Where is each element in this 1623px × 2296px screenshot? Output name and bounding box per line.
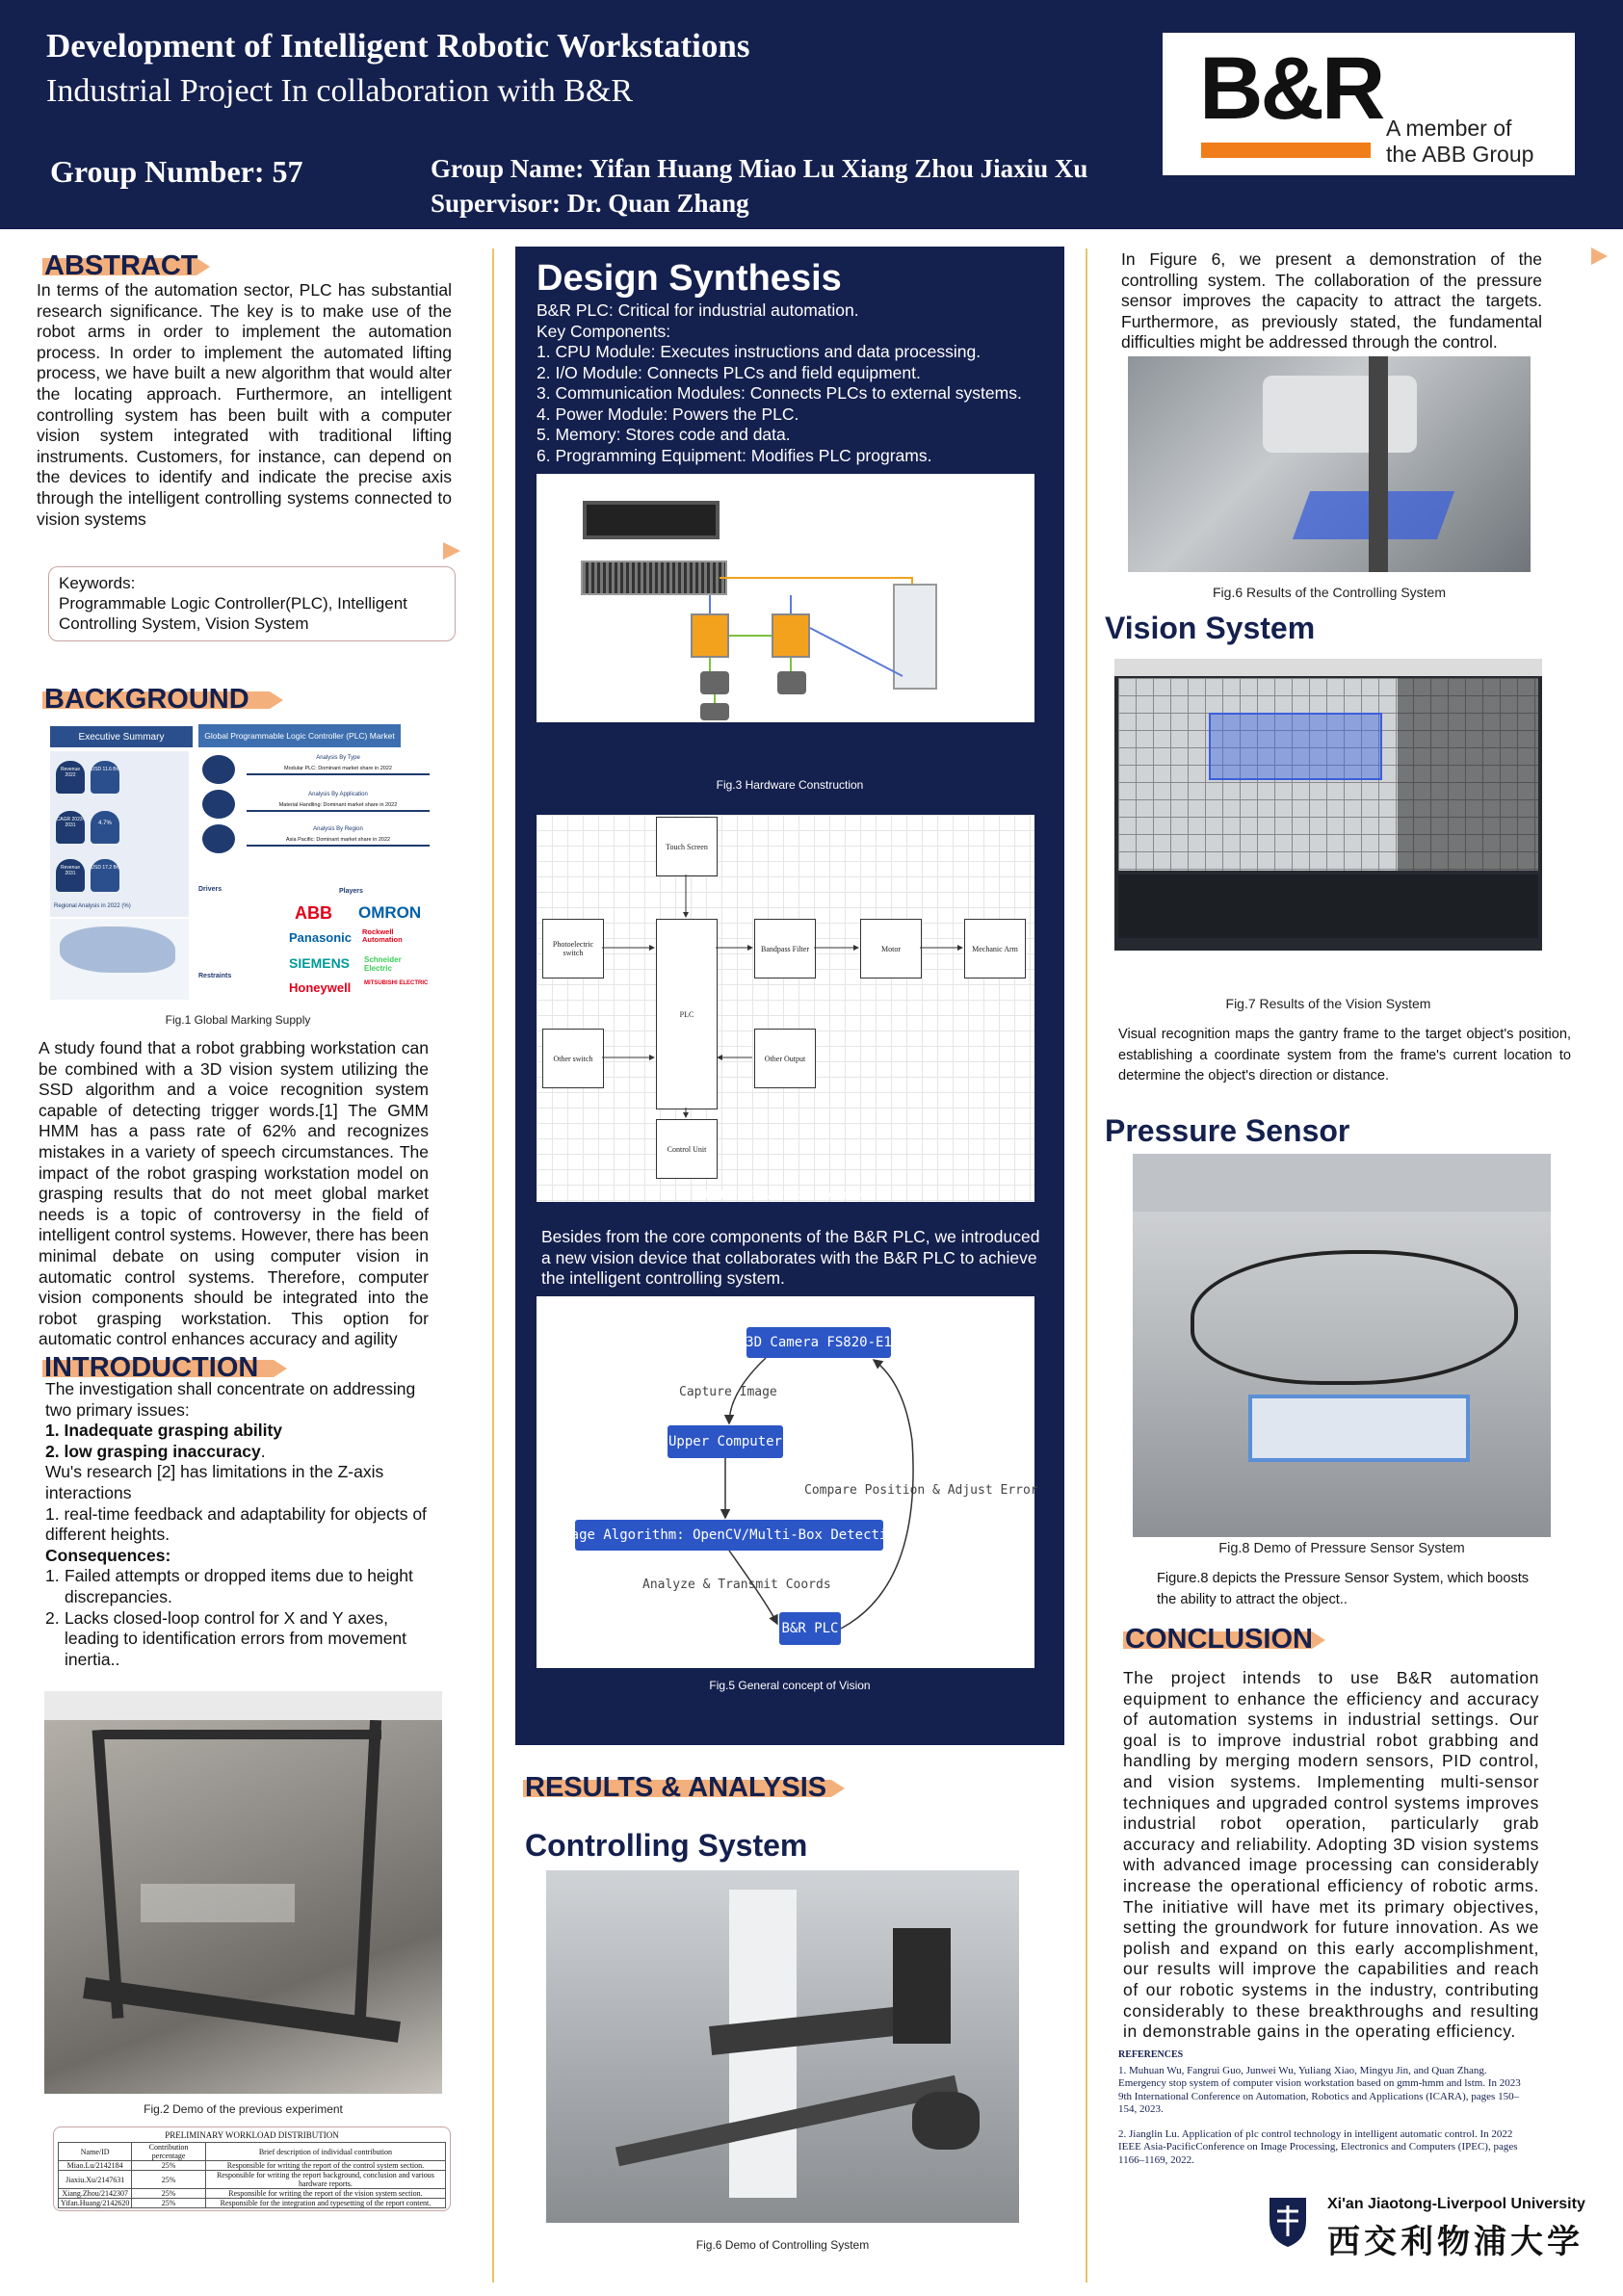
cagr-value-badge: 4.7% <box>91 811 119 844</box>
reference-1: 1. Muhuan Wu, Fangrui Guo, Junwei Wu, Yuliang Xiao, Mingyu Jin, and Quan Zhang. Emergency stop system of computer vision workstation based on gmm-hmm and lstm. In 2023 9th International Conference on Automation, Robotics and Applications (ICARA), pages 150–154, 2023. <box>1118 2065 1521 2115</box>
wiring <box>537 474 1034 722</box>
abstract-text: In terms of the automation sector, PLC has substantial research significance. The key is to make use of the robot arms in order to implement the automation process. In order to implement the automated lifting process, we have built a new algorithm that would alter the locating approach. Furthermore, an intelligent controlling system has been built with a computer vision system integrated with traditional lifting instruments. Customers, for instance, can depend on the devices to identify and indicate the precise axis through the intelligent controlling systems connected to vision systems <box>37 280 452 529</box>
component-item: 4. Power Module: Powers the PLC. <box>537 404 799 424</box>
detection-box <box>1209 713 1382 780</box>
component-item: 5. Memory: Stores code and data. <box>537 425 791 444</box>
consequence-1-num: 1. <box>45 1566 60 1586</box>
fig6-results-photo <box>1128 356 1531 572</box>
consequences-label: Consequences: <box>45 1545 171 1565</box>
workload-table <box>53 2126 451 2211</box>
by-app-label: Analysis By Application <box>308 792 368 797</box>
introduction-body <box>45 1379 435 1670</box>
group-names: Group Name: Yifan Huang Miao Lu Xiang Zhou Jiaxiu Xu <box>431 154 1088 183</box>
bandpass-filter-node: Bandpass Filter <box>754 919 816 978</box>
control-unit-node: Control Unit <box>656 1119 718 1179</box>
kpi-panel <box>50 751 189 917</box>
consequence-1: Failed attempts or dropped items due to height discrepancies. <box>65 1566 413 1606</box>
component-item: 2. I/O Module: Connects PLCs and field equipment. <box>537 362 921 382</box>
fig8-caption: Fig.8 Demo of Pressure Sensor System <box>1218 1541 1465 1556</box>
col-name: Name/ID <box>59 2143 132 2161</box>
introduction-heading: INTRODUCTION <box>42 1354 258 1381</box>
compare-position-label: Compare Position & Adjust Error <box>804 1483 1038 1498</box>
table-cell: Jiaxiu.Xu/2147631 <box>59 2171 132 2189</box>
consequence-2-num: 2. <box>45 1607 60 1628</box>
exec-summary-label: Executive Summary <box>50 726 193 747</box>
grid-image <box>1118 678 1538 871</box>
camera-node: 3D Camera FS820-E1 <box>746 1327 891 1358</box>
table-header-row <box>59 2143 446 2161</box>
results-heading: RESULTS & ANALYSIS <box>523 1774 826 1801</box>
wu-text: Wu's research [2] has limitations in the Z-axis interactions <box>45 1462 384 1502</box>
image-algorithm-node: Image Algorithm: OpenCV/Multi-Box Detection <box>575 1520 883 1551</box>
intro-text: The investigation shall concentrate on addressing two primary issues: <box>45 1379 416 1420</box>
usd-2031-badge: USD 17.2 Bn <box>91 859 119 892</box>
fig3-caption: Fig.3 Hardware Construction <box>716 778 864 792</box>
group-number: Group Number: 57 <box>50 154 303 189</box>
player-panasonic: Panasonic <box>289 930 353 945</box>
table-cell: 25% <box>132 2189 206 2199</box>
player-omron: OMRON <box>358 903 422 922</box>
vision-text: Visual recognition maps the gantry frame to the target object's position, establishing a coordinate system from the frame's current location to determine the object's direction or distance. <box>1118 1027 1571 1084</box>
table-cell: Yifan.Huang/2142620 <box>59 2199 132 2208</box>
component-item: 3. Communication Modules: Connects PLCs to external systems. <box>537 383 1022 403</box>
usd-2022-badge: USD 11.6 Bn <box>91 761 119 794</box>
analyze-transmit-label: Analyze & Transmit Coords <box>642 1578 831 1592</box>
by-type-label: Analysis By Type <box>316 755 360 761</box>
by-app-value: Material Handling: Dominant market share in 2022 <box>247 802 430 812</box>
issue-2: 2. low grasping inaccuracy <box>45 1441 261 1461</box>
plc-node: PLC <box>656 919 718 1109</box>
design-subtitle: B&R PLC: Critical for industrial automation. <box>537 300 859 320</box>
reference-2: 2. Jianglin Lu. Application of plc control technology in intelligent automatic control. In 2022 IEEE Asia-PacificConference on Image Processing, Electronics and Computers (IPEC), pages 1166–1169, 2022. <box>1118 2128 1518 2166</box>
fig5-caption: Fig.5 General concept of Vision <box>709 1679 871 1692</box>
abstract-heading: ABSTRACT <box>44 250 198 281</box>
pressure-text: Figure.8 depicts the Pressure Sensor System, which boosts the ability to attract the object.. <box>1157 1571 1530 1607</box>
abb-member-line1: A member of <box>1386 116 1512 141</box>
background-heading: BACKGROUND <box>42 686 249 713</box>
fig1-caption: Fig.1 Global Marking Supply <box>165 1013 311 1027</box>
background-text: A study found that a robot grabbing workstation can be combined with a 3D vision system utilizing the SSD algorithm and a voice recognition system capable of detecting trigger words.[1] The GMM HMM has a pass rate of 62% and recognizes mistakes in a variety of speech circumstances. The impact of the robot grasping workstation model on grasping results that do not meet global market needs is a topic of controversy in the field of intelligent control systems. However, there has been minimal debate on using computer vision in automatic control systems. Therefore, computer vision components should be integrated into the robot grasping workstation. This option for automatic control enhances accuracy and agility <box>39 1038 429 1349</box>
keywords-box <box>48 566 456 641</box>
restraints-label: Restraints <box>198 973 232 979</box>
col-percentage: Contribution percentage <box>132 2143 206 2161</box>
viewer-toolbar <box>1114 659 1542 676</box>
player-schneider: Schneider Electric <box>364 955 402 973</box>
supervisor: Supervisor: Dr. Quan Zhang <box>431 189 749 218</box>
player-rockwell: Rockwell Automation <box>362 927 403 944</box>
consequence-2: Lacks closed-loop control for X and Y axes, leading to identification errors from movement inertia.. <box>65 1607 407 1669</box>
other-switch-node: Other switch <box>542 1029 604 1088</box>
fig4-caption: Fig.4 The Flowchart of Components <box>697 1187 882 1201</box>
fig6-demo-caption: Fig.6 Demo of Controlling System <box>695 2238 870 2252</box>
abb-member-line2: the ABB Group <box>1386 142 1534 167</box>
table-cell: Xiang.Zhou/2142307 <box>59 2189 132 2199</box>
table-row <box>59 2161 446 2171</box>
poster-header <box>0 0 1623 229</box>
by-region-value: Asia Pacific: Dominant market share in 2022 <box>247 837 430 847</box>
player-honeywell: Honeywell <box>289 980 352 995</box>
conclusion-text: The project intends to use B&R automation equipment to enhance the efficiency and accuracy of automation systems in industrial settings. Our goal is to improve industrial robot grabbing and handling by merging modern sensors, PID control, and vision systems. Implementing multi-sensor techniques and upgraded control systems improves industrial robot operation, particularly grab accuracy and reliability. Adopting 3D vision systems with advanced image processing can considerably increase the operational efficiency of robotic arms. The initiative will have met its primary objectives, setting the groundwork for future innovation. As we polish and expand on this early accomplishment, our results will improve the capabilities and reach of our robotic systems in the industry, contributing considerably to these breakthroughs and resulting in demonstrable gains in the operating efficiency. <box>1123 1668 1539 2042</box>
issue-1: 1. Inadequate grasping ability <box>45 1421 283 1441</box>
arrow-icon <box>443 542 460 560</box>
abb-member-text <box>1386 116 1533 168</box>
player-mitsubishi: MITSUBISHI ELECTRIC <box>364 980 429 986</box>
design-components <box>537 300 1022 466</box>
issue-2-tail: . <box>260 1441 266 1461</box>
revenue-2022-badge: Revenue 2022 <box>56 761 85 794</box>
university-name-en: Xi'an Jiaotong-Liverpool University <box>1327 2196 1585 2212</box>
capture-image-label: Capture Image <box>679 1385 777 1399</box>
player-abb: ABB <box>295 903 332 923</box>
vision-system-heading: Vision System <box>1105 611 1316 645</box>
fig3-hardware <box>537 474 1034 722</box>
br-logo-text: B&R <box>1199 39 1383 138</box>
conclusion-heading: CONCLUSION <box>1125 1624 1313 1655</box>
fig6-demo-photo <box>546 1870 1019 2223</box>
mechanic-arm-node: Mechanic Arm <box>964 919 1026 978</box>
gear-icon <box>202 755 235 784</box>
references-heading: REFERENCES <box>1118 2049 1184 2060</box>
university-name-cn: 西交利物浦大学 <box>1327 2223 1584 2261</box>
fig5-vision-concept <box>537 1296 1038 1668</box>
hand-icon <box>202 790 235 819</box>
keywords-label: Keywords: <box>59 574 136 592</box>
table-cell: Miao.Lu/2142184 <box>59 2161 132 2171</box>
table-cell: Responsible for the integration and typesetting of the report content. <box>205 2199 445 2208</box>
key-components-label: Key Components: <box>537 321 671 341</box>
table-cell: 25% <box>132 2161 206 2171</box>
upper-computer-node: Upper Computer <box>668 1425 783 1458</box>
revenue-2031-badge: Revenue 2031 <box>56 859 85 892</box>
br-logo <box>1163 33 1575 175</box>
table-cell: Responsible for writing the report of the vision system section. <box>205 2189 445 2199</box>
table-row <box>59 2171 446 2189</box>
motor-node: Motor <box>860 919 922 978</box>
other-output-node: Other Output <box>754 1029 816 1088</box>
column-divider <box>492 248 494 2283</box>
vision-arrows <box>537 1296 1034 1668</box>
players-label: Players <box>339 888 363 895</box>
by-type-value: Modular PLC: Dominant market share in 2022 <box>247 766 430 775</box>
table-cell: 25% <box>132 2171 206 2189</box>
col-description: Brief description of individual contribution <box>205 2143 445 2161</box>
fig6-results-caption: Fig.6 Results of the Controlling System <box>1213 585 1446 600</box>
sensor-module <box>1248 1395 1470 1462</box>
table-row <box>59 2189 446 2199</box>
fig4-flowchart <box>537 815 1034 1202</box>
fig8-pressure-photo <box>1133 1154 1551 1537</box>
component-item: 6. Programming Equipment: Modifies PLC programs. <box>537 445 932 465</box>
by-region-label: Analysis By Region <box>313 826 363 832</box>
table-cell: 25% <box>132 2199 206 2208</box>
fig7-vision-screenshot <box>1114 659 1542 951</box>
globe-icon <box>202 824 235 853</box>
workload-title: PRELIMINARY WORKLOAD DISTRIBUTION <box>165 2130 339 2140</box>
controlling-intro-text: In Figure 6, we present a demonstration of the controlling system. The collaboration of the pressure sensor improves the capacity to attract the targets. Furthermore, as previously stated, the fundamental difficulties might be addressed through the control. <box>1121 249 1542 352</box>
table-cell: Responsible for writing the report background, conclusion and various hardware reports. <box>205 2171 445 2189</box>
component-item: 1. CPU Module: Executes instructions and data processing. <box>537 342 982 361</box>
photoelectric-node: Photoelectric switch <box>542 919 604 978</box>
keywords-text: Programmable Logic Controller(PLC), Intelligent Controlling System, Vision System <box>59 594 407 633</box>
poster-subtitle: Industrial Project In collaboration with B&R <box>46 73 634 109</box>
design-paragraph: Besides from the core components of the B&R PLC, we introduced a new vision device that collaborates with the B&R PLC to achieve the intelligent controlling system. <box>541 1227 1040 1288</box>
regional-label: Regional Analysis in 2022 (%) <box>54 903 131 909</box>
plc-market-label: Global Programmable Logic Controller (PLC) Market <box>198 724 401 747</box>
touch-screen-node: Touch Screen <box>656 817 718 876</box>
cagr-badge: CAGR 2023-2031 <box>56 811 85 844</box>
br-plc-node: B&R PLC <box>779 1612 841 1645</box>
flowchart-arrows <box>537 815 1034 1202</box>
br-logo-bar <box>1201 143 1371 158</box>
fig7-caption: Fig.7 Results of the Vision System <box>1225 996 1431 1011</box>
world-map <box>50 919 189 1000</box>
player-siemens: SIEMENS <box>289 955 351 971</box>
fig2-photo <box>44 1691 442 2094</box>
table-cell: Responsible for writing the report of the control system section. <box>205 2161 445 2171</box>
fig1-infographic <box>44 720 432 1005</box>
console-output <box>1118 874 1538 938</box>
fig2-caption: Fig.2 Demo of the previous experiment <box>144 2102 343 2116</box>
drivers-label: Drivers <box>198 886 223 893</box>
design-synthesis-panel <box>515 247 1064 1745</box>
corner-arrow-icon <box>1591 248 1608 265</box>
table-row <box>59 2199 446 2208</box>
controlling-system-heading: Controlling System <box>525 1828 808 1863</box>
poster-title: Development of Intelligent Robotic Workstations <box>46 27 750 65</box>
column-divider <box>1086 248 1087 2283</box>
xjtlu-crest-icon <box>1268 2194 1308 2248</box>
point-1: 1. real-time feedback and adaptability for objects of different heights. <box>45 1503 427 1545</box>
pressure-sensor-heading: Pressure Sensor <box>1105 1113 1350 1148</box>
design-title: Design Synthesis <box>537 258 842 299</box>
